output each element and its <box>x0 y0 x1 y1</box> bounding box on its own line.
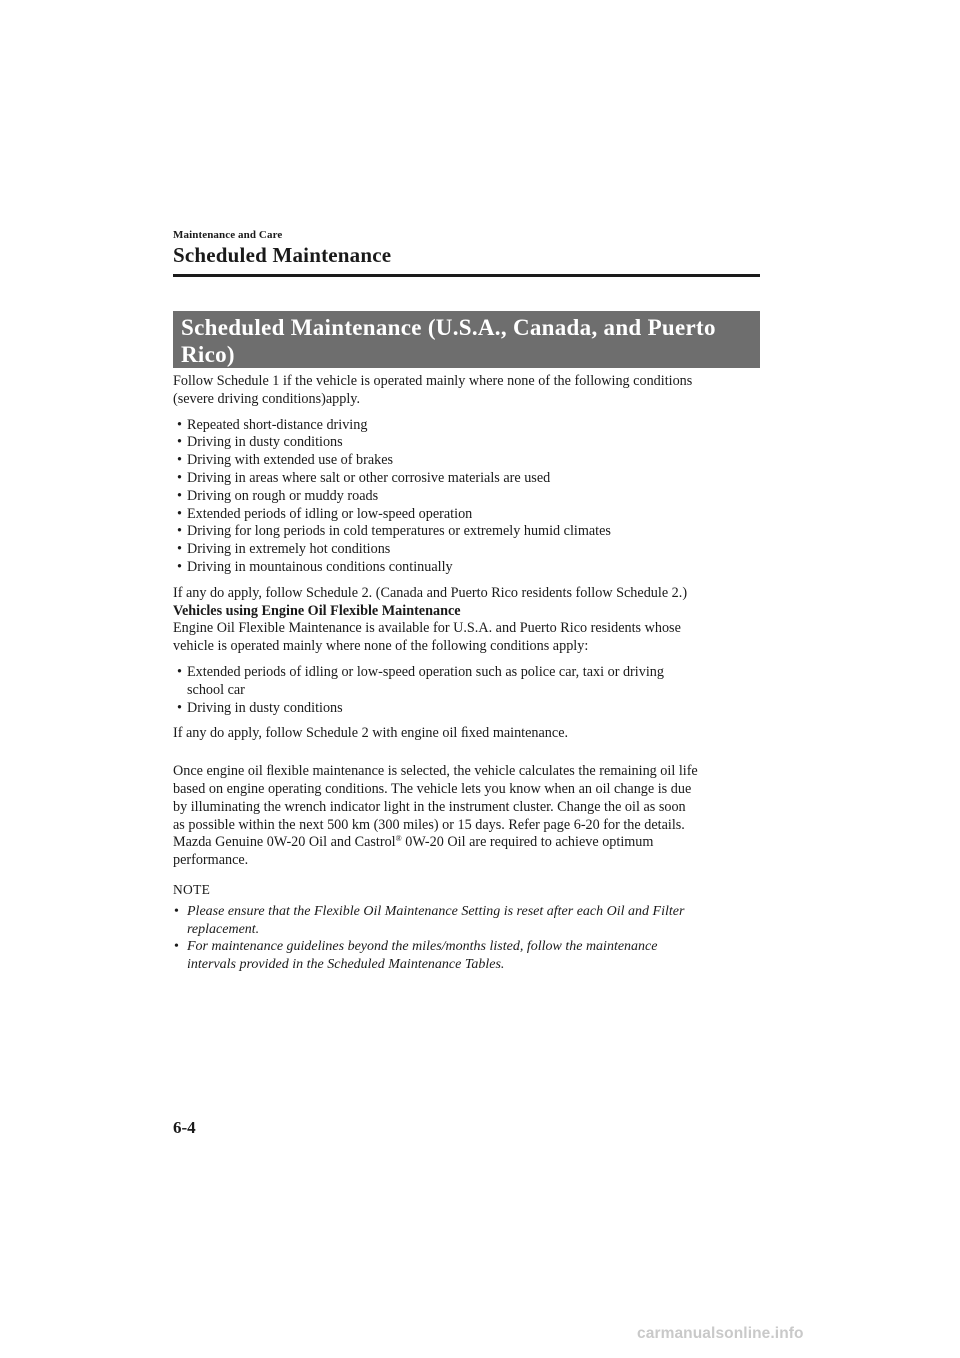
list-item <box>173 664 763 700</box>
list-item <box>173 559 763 577</box>
bullet-icon: • <box>177 699 182 716</box>
bullet-icon: • <box>177 523 182 540</box>
list-item <box>173 452 763 470</box>
page-title: Scheduled Maintenance <box>173 243 392 267</box>
bullet-icon: • <box>174 939 179 955</box>
list-item <box>173 434 763 452</box>
note-item-text: Please ensure that the Flexible Oil Maintenance Setting is reset after each Oil and Filter <box>187 903 685 919</box>
bullet-icon: • <box>177 558 182 575</box>
note-item-text: For maintenance guidelines beyond the miles/months listed, follow the maintenance <box>187 939 658 955</box>
oil-text-a: Mazda Genuine 0W-20 Oil and Castrol <box>173 834 396 851</box>
flex-paragraph-line: performance. <box>173 852 249 869</box>
watermark: carmanualsonline.info <box>637 1325 804 1342</box>
bullet-icon: • <box>177 505 182 522</box>
section-banner <box>173 311 760 368</box>
list-item-text: Driving in areas where salt or other corrosive materials are used <box>187 469 551 486</box>
list-item <box>173 470 763 488</box>
oil-text-b: 0W-20 Oil are required to achieve optimum <box>401 834 654 851</box>
note-item-text-continued: intervals provided in the Scheduled Maintenance Tables. <box>187 957 505 973</box>
list-item-text: Repeated short-distance driving <box>187 416 368 433</box>
list-item-text: Extended periods of idling or low-speed operation such as police car, taxi or driving <box>187 663 664 680</box>
list-item-text: Driving in dusty conditions <box>187 434 343 451</box>
bullet-icon: • <box>177 434 182 451</box>
schedule-2-note: If any do apply, follow Schedule 2. (Canada and Puerto Rico residents follow Schedule 2.) <box>173 584 688 601</box>
fixed-maintenance-note: If any do apply, follow Schedule 2 with engine oil ﬁxed maintenance. <box>173 725 569 742</box>
list-item <box>173 488 763 506</box>
flex-conditions-list <box>173 664 763 717</box>
bullet-icon: • <box>177 469 182 486</box>
intro-line-1: Follow Schedule 1 if the vehicle is operated mainly where none of the following conditions <box>173 373 693 389</box>
flex-maintenance-heading: Vehicles using Engine Oil Flexible Maintenance <box>173 602 461 619</box>
section-label: Maintenance and Care <box>173 229 283 241</box>
body-content <box>173 373 763 974</box>
bullet-icon: • <box>174 903 179 919</box>
flex-paragraph-line: by illuminating the wrench indicator light in the instrument cluster. Change the oil as soon <box>173 798 686 815</box>
list-item <box>173 541 763 559</box>
note-item-text-continued: replacement. <box>187 921 260 937</box>
flex-paragraph-line: Once engine oil ﬂexible maintenance is selected, the vehicle calculates the remaining oil life <box>173 763 698 780</box>
intro-line-2: (severe driving conditions)apply. <box>173 390 361 407</box>
list-item-text: Driving in dusty conditions <box>187 699 343 716</box>
flex-paragraph-line: as possible within the next 500 km (300 miles) or 15 days. Refer page 6-20 for the details. <box>173 816 685 833</box>
bullet-icon: • <box>177 541 182 558</box>
list-item-text: Driving with extended use of brakes <box>187 452 394 469</box>
list-item-text-continued: school car <box>187 681 245 698</box>
list-item-text: Driving for long periods in cold temperatures or extremely humid climates <box>187 523 611 540</box>
bullet-icon: • <box>177 663 182 680</box>
list-item-text: Driving on rough or muddy roads <box>187 487 379 504</box>
list-item-text: Driving in extremely hot conditions <box>187 541 391 558</box>
bullet-icon: • <box>177 416 182 433</box>
list-item <box>173 417 763 435</box>
page-number: 6-4 <box>173 1118 196 1137</box>
registered-mark: ® <box>395 834 402 844</box>
list-item-text: Extended periods of idling or low-speed operation <box>187 505 473 522</box>
note-item <box>173 903 763 939</box>
flex-intro-line-2: vehicle is operated mainly where none of the following conditions apply: <box>173 638 589 655</box>
list-item <box>173 523 763 541</box>
header-divider <box>173 274 760 277</box>
banner-title-line-1: Scheduled Maintenance (U.S.A., Canada, and Puerto <box>181 315 716 340</box>
bullet-icon: • <box>177 452 182 469</box>
bullet-icon: • <box>177 487 182 504</box>
list-item-text: Driving in mountainous conditions continually <box>187 558 453 575</box>
list-item <box>173 700 763 718</box>
flex-intro-line-1: Engine Oil Flexible Maintenance is available for U.S.A. and Puerto Rico residents whose <box>173 620 681 637</box>
severe-conditions-list <box>173 417 763 577</box>
note-label: NOTE <box>173 881 211 897</box>
note-item <box>173 938 763 974</box>
flex-paragraph-line: based on engine operating conditions. The vehicle lets you know when an oil change is due <box>173 780 692 797</box>
flex-paragraph-line <box>173 834 763 852</box>
flex-paragraph <box>173 763 763 870</box>
list-item <box>173 506 763 524</box>
note-list <box>173 903 763 974</box>
banner-title-line-2: Rico) <box>181 342 235 367</box>
